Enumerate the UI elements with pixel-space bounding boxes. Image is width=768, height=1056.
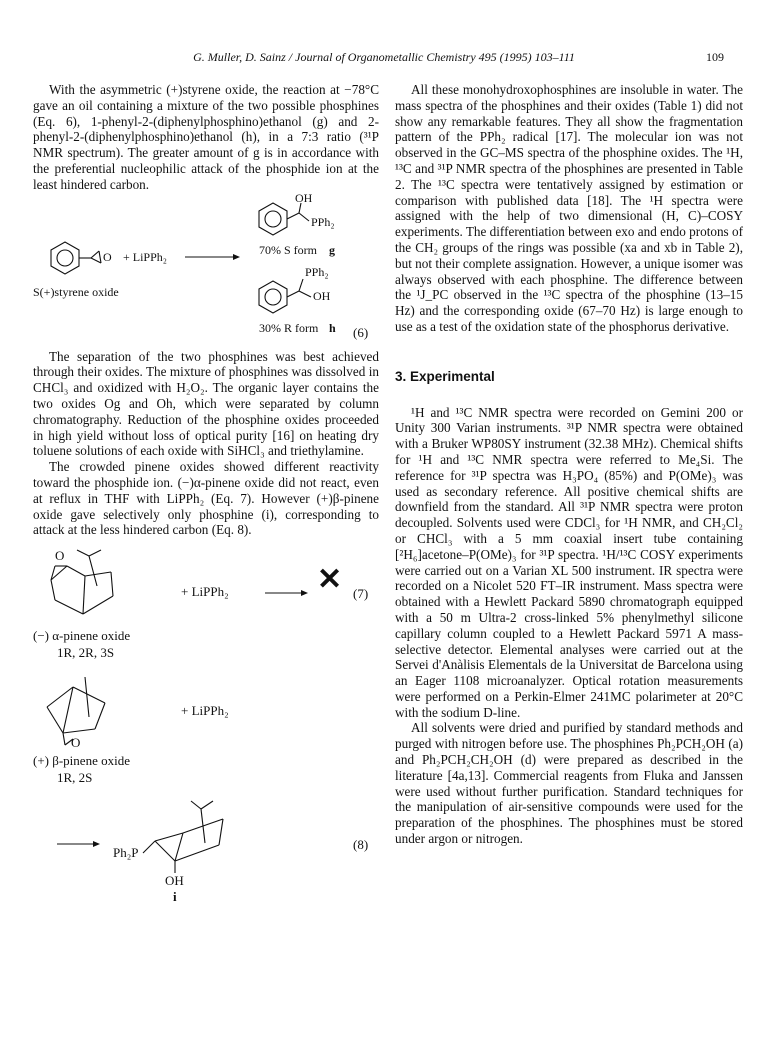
s-form-label: 70% S form xyxy=(259,242,317,257)
scheme-eq7 xyxy=(33,546,379,661)
epoxide-o-label: O xyxy=(103,249,112,264)
no-reaction-mark: ✕ xyxy=(317,563,343,597)
equation-number: (6) xyxy=(353,324,369,340)
styrene-oxide-name: S(+)styrene oxide xyxy=(33,284,119,299)
right-column xyxy=(395,82,743,847)
reagent-label: + LiPPh₂ xyxy=(181,703,229,719)
alpha-pinene-name: (−) α-pinene oxide xyxy=(33,628,131,644)
compound-i-label: i xyxy=(173,889,177,905)
alpha-pinene-config: 1R, 2R, 3S xyxy=(57,645,115,661)
epoxide-o-label: O xyxy=(55,548,65,564)
section-heading: 3. Experimental xyxy=(395,368,495,384)
paragraph: All these monohydroxophosphines are insoluble in water. The mass spectra of the phosphines and their oxides (Table 1) did not show any remarkable features. They all show the fragmentation pattern of the PPh₂ radical [17]. The molecular ion was not observed in the GC–MS spectra of the phosphine oxides. The ¹H, ¹³C and ³¹P NMR spectra of the phosphines are presented in Table 2. The ¹³C spectra were tentatively assigned by estimation or comparison with published data [18]. The ¹H spectra were assigned with the help of two dimensional (H, C)–COSY experiments. The differentiation between exo and endo protons of the CH₂ groups of the rings was possible (xa and xb in Table 2), but not their complete assignation. However, a unique isomer was always observed with each phosphine. The difference between the ¹J_PC observed in the ¹³C spectra of the phosphine (13–15 Hz) and the corresponding oxide (67–70 Hz) is large enough to use as a test of the oxidation state of the phosphorus derivative. xyxy=(395,82,743,334)
compound-h-label: h xyxy=(329,320,336,335)
oh-label: OH xyxy=(295,190,313,205)
pph2-label: PPh₂ xyxy=(305,264,329,279)
paragraph: With the asymmetric (+)styrene oxide, the reaction at −78°C gave an oil containing a mixture of the two possible phosphines (Eq. 6), 1-phenyl-2-(diphenylphosphino)ethanol (g) and 2-phenyl-2-(diphenylphosphino)ethanol (h), in a 7:3 ratio (³¹P NMR spectrum). The greater amount of g is in accordance with the preferential nucleophilic attack of the phosphide ion at the least hindered carbon. xyxy=(33,82,379,192)
equation-number: (7) xyxy=(353,586,369,602)
journal-citation: G. Muller, D. Sainz / Journal of Organometallic Chemistry 495 (1995) 103–111 xyxy=(193,50,575,64)
beta-pinene-name: (+) β-pinene oxide xyxy=(33,753,130,769)
beta-pinene-config: 1R, 2S xyxy=(57,770,93,786)
scheme-eq6 xyxy=(33,190,379,343)
oh-label: OH xyxy=(165,873,184,889)
reagent-label: + LiPPh₂ xyxy=(123,249,167,264)
equation-number: (8) xyxy=(353,837,369,853)
paragraph: The separation of the two phosphines was best achieved through their oxides. The mixture of phosphines was dissolved in CHCl₃ and oxidized with H₂O₂. The organic layer contains the two oxides Og and Oh, which were separated by column chromatography. Reduction of the phosphine oxides proceeded in high yield without loss of optical purity [16] on heating dry toluene solutions of each oxide with SiHCl₃ and triethylamine. xyxy=(33,348,379,459)
scheme-eq8 xyxy=(33,673,379,905)
reagent-label: + LiPPh₂ xyxy=(181,584,229,600)
page-number: 109 xyxy=(706,50,724,64)
epoxide-o-label: O xyxy=(71,735,81,751)
oh-label: OH xyxy=(313,288,331,303)
paragraph: All solvents were dried and purified by standard methods and purged with nitrogen before use. The phosphines Ph₂PCH₂OH (a) and Ph₂PCH₂CH₂OH (d) were prepared as described in the literature [4a,13]. Commercial reagents from Fluka and Janssen were used without further purification. Standard techniques for the manipulation of air-sensitive compounds were used for the preparation of the phosphines. The phosphines must be stored under argon or nitrogen. xyxy=(395,720,743,847)
left-column xyxy=(33,82,379,905)
r-form-label: 30% R form xyxy=(259,320,319,335)
compound-g-label: g xyxy=(329,242,335,257)
pph2-label: PPh₂ xyxy=(311,214,335,229)
paragraph: ¹H and ¹³C NMR spectra were recorded on Gemini 200 or Unity 300 Varian instruments. ³¹P NMR spectra were obtained with a Bruker WP80SY instrument (32.38 MHz). Chemical shifts for ¹H and ¹³C NMR spectra were referred to Me₄Si. The reference for ³¹P spectra was H₃PO₄ (85%) and P(OMe)₃ was used as secondary reference. All positive chemical shifts are downfield from the standard. All ³¹P NMR spectra were proton decoupled. Solvents used were CDCl₃ for ¹H NMR, and CH₂Cl₂ or CHCl₃ with a 5 mm coaxial insert tube containing [²H₆]acetone–P(OMe)₃ for ³¹P spectra. ¹H/¹³C COSY experiments were carried out on a Varian XL 500 instrument. IR spectra were recorded on a Nicolet 520 FT–IR instrument. Mass spectra were obtained with a Hewlett Packard 5890 chromatograph equipped with a 50 m Ultra-2 cross-linked 5% phenylmethyl silicone capillary column coupled to a Hewlett Packard 5971 A mass-selective detector. Elemental analyses were carried out at the Servei d'Anàlisis Elementals de la Universitat de Barcelona using an Eager 1108 microanalyzer. Optical rotation measurements were performed on a Perkin-Elmer 241MC polarimeter at 20°C with the sodium D-line. xyxy=(395,404,743,720)
ph2p-label: Ph₂P xyxy=(113,845,139,861)
paragraph: The crowded pinene oxides showed different reactivity toward the phosphide ion. (−)α-pinene oxide did not react, even at reflux in THF with LiPPh₂ (Eq. 7). However (+)β-pinene oxide gave selectively only phosphine (i), corresponding to attack at the less hindered carbon (Eq. 8). xyxy=(33,459,379,538)
